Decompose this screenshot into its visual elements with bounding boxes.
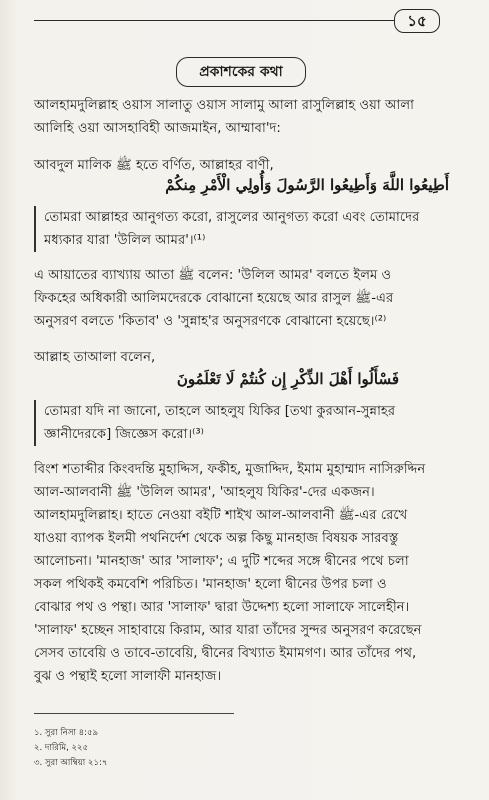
main-para-line-4: যাওয়া ব্যাপক ইলমী পথনির্দেশ থেকে অল্প কিছু মানহাজ বিষয়ক সারবস্তু xyxy=(34,531,399,546)
main-para-line-10: বুঝ ও পন্থাই হলো সালাফী মানহাজ। xyxy=(34,669,222,684)
quote-block-1 xyxy=(34,206,454,252)
narration-line: আবদুল মালিক ﷺ হতে বর্ণিত, আল্লাহর বাণী, xyxy=(34,158,274,173)
arabic-verse-1: أَطِيعُوا اللَّهَ وَأَطِيعُوا الرَّسُولَ وَأُولِي الْأَمْرِ مِنكُمْ xyxy=(165,176,449,194)
main-para-line-5: আলোচনা। 'মানহাজ' আর 'সালাফ'; এ দুটি শব্দের সঙ্গে দ্বীনের পথে চলা xyxy=(34,554,409,569)
allah-says-line: আল্লাহ তাআলা বলেন, xyxy=(34,350,156,365)
main-para-line-2: আল-আলবানী ﷺ 'উলিল আমর', 'আহলুয যিকির'-দের একজন। xyxy=(34,485,375,500)
main-para-line-3: আলহামদুলিল্লাহ। হাতে নেওয়া বইটি শাইখ আল-আলবানী ﷺ-এর রেখে xyxy=(34,508,408,523)
main-para-line-6: সকল পথিকই কমবেশি পরিচিত। 'মানহাজ' হলো দ্বীনের উপর চলা ও xyxy=(34,577,387,592)
footnote-2: ২. দারিমি, ২২৫ xyxy=(34,743,89,753)
main-para-line-7: বোঝার পথ ও পন্থা। আর 'সালাফ' দ্বারা উদ্দেশ্য হলো সালাফে সালেহীন। xyxy=(34,600,410,615)
explanation-line-2: ফিকহের অধিকারী আলিমদেরকে বোঝানো হয়েছে আর রাসুল ﷺ-এর xyxy=(34,291,394,306)
page-number: ১৫ xyxy=(394,9,440,33)
explanation-line-3: অনুসরণ বলতে 'কিতাব' ও 'সুন্নাহ'র অনুসরণকে বোঝানো হয়েছে।⁽²⁾ xyxy=(34,314,387,329)
intro-line-1: আলহামদুলিল্লাহ ওয়াস সালাতু ওয়াস সালামু আলা রাসুলিল্লাহ ওয়া আলা xyxy=(34,98,414,113)
page-title: প্রকাশকের কথা xyxy=(176,57,306,87)
footnote-3: ৩. সুরা আম্বিয়া ২১:৭ xyxy=(34,758,108,768)
quote-1-line-2: মধ্যকার যারা 'উলিল আমর'।⁽¹⁾ xyxy=(44,233,206,248)
explanation-line-1: এ আয়াতের ব্যাখ্যায় আতা ﷺ বলেন: 'উলিল আমর' বলতে ইলম ও xyxy=(34,268,392,283)
quote-2-line-1: তোমরা যদি না জানো, তাহলে আহলুয যিকির [তথা কুরআন-সুন্নাহর xyxy=(44,404,396,419)
quote-2-line-2: জ্ঞানীদেরকে] জিজ্ঞেস করো।⁽³⁾ xyxy=(44,427,204,442)
quote-1-line-1: তোমরা আল্লাহর আনুগত্য করো, রাসুলের আনুগত্য করো এবং তোমাদের xyxy=(44,210,420,225)
main-para-line-1: বিংশ শতাব্দীর কিংবদন্তি মুহাদ্দিস, ফকীহ, মুজাদ্দিদ, ইমাম মুহাম্মাদ নাসিরুদ্দিন xyxy=(34,462,426,477)
main-para-line-9: সেসব তাবেয়ি ও তাবে-তাবেয়ি, দ্বীনের বিখ্যাত ইমামগণ। আর তাঁদের পথ, xyxy=(34,646,417,661)
main-para-line-8: 'সালাফ' হচ্ছেন সাহাবায়ে কিরাম, আর যারা তাঁদের সুন্দর অনুসরণ করেছেন xyxy=(34,623,422,638)
footnote-divider xyxy=(34,713,234,714)
quote-block-2 xyxy=(34,400,454,446)
intro-line-2: আলিহি ওয়া আসহাবিহী আজমাইন, আম্মাবা'দ: xyxy=(34,121,281,136)
arabic-verse-2: فَسْأَلُوا أَهْلَ الذِّكْرِ إِن كُنتُمْ لَا تَعْلَمُونَ xyxy=(176,370,399,388)
header-rule xyxy=(34,20,394,21)
footnote-1: ১. সুরা নিসা ৪:৫৯ xyxy=(34,728,99,738)
